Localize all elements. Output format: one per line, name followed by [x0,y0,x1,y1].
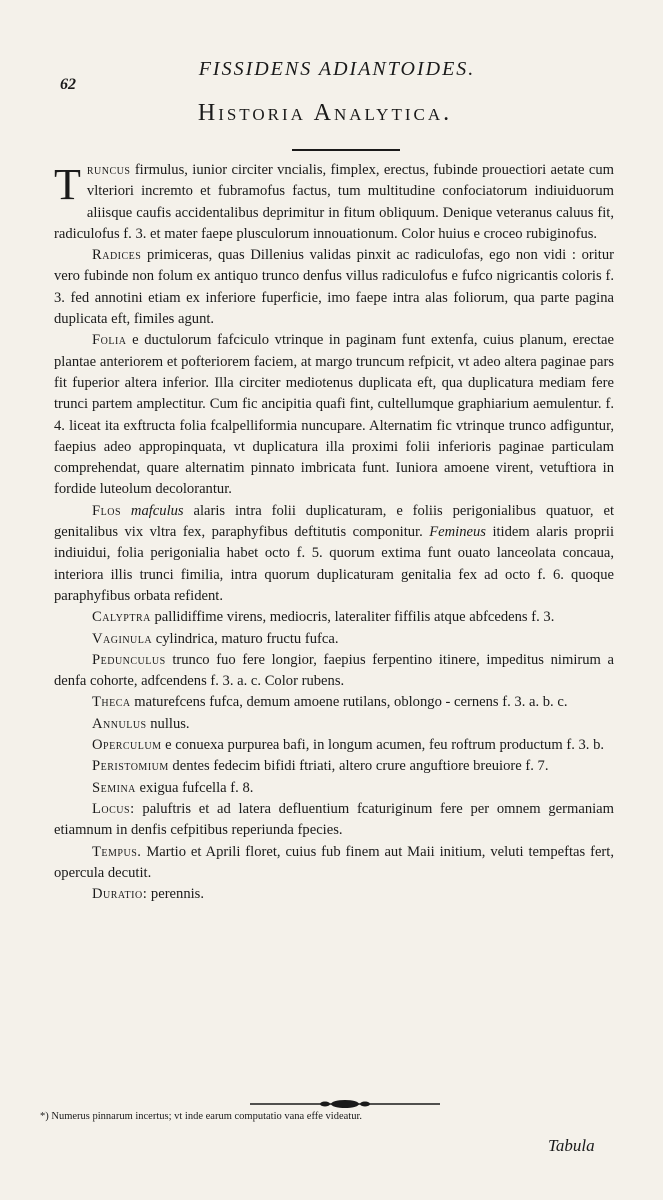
ornament-divider [250,1098,440,1110]
paragraph-truncus [54,160,614,245]
paragraph-pedunculus [54,650,614,693]
paragraph-text: maturefcens fufca, demum amoene rutilans, oblongo - cernens f. 3. a. b. c. [130,694,568,711]
paragraph-head: Theca [92,694,131,711]
page-number: 62 [60,76,76,93]
paragraph-text: nullus. [146,715,190,732]
paragraph-text: Martio et Aprili floret, cuius fub finem aut Maii initium, veluti tempeftas fert, opercula decutit. [54,843,614,881]
paragraph-head: Peristomium [92,758,169,775]
paragraph-head: Calyptra [92,609,151,626]
paragraph-head: Operculum [92,737,162,754]
footnote: *) Numerus pinnarum incertus; vt inde earum computatio vana effe videatur. [40,1111,362,1122]
paragraph-theca [54,692,614,713]
paragraph-head: Semina [92,779,136,796]
paragraph-peristomium [54,756,614,777]
paragraph-text: trunco fuo fere longior, faepius ferpentino itinere, impeditus nimirum a denfa cohorte, adfcendens f. 3. a. c. Color rubens. [54,651,614,690]
paragraph-head: Flos [92,502,122,519]
paragraph-annulus [54,714,614,735]
paragraph-text: cylindrica, maturo fructu fufca. [152,630,339,647]
paragraph-calyptra [54,607,614,628]
paragraph-text: dentes fedecim bifidi ftriati, altero crure anguftiore breuiore f. 7. [168,758,549,775]
paragraph-italic: Femineus [429,524,486,541]
paragraph-text: alaris intra folii duplicaturam, e foliis perigonialibus quatuor, et genitalibus vix vltra fex, paraphyfibus deftitutis componitur. [54,502,614,541]
paragraph-head: Locus: [92,800,135,817]
paragraph-folia [54,330,614,500]
paragraph-head: Folia [92,332,127,349]
paragraph-duratio [54,884,614,905]
paragraph-radices [54,245,614,330]
paragraph-head: Vaginula [92,630,153,647]
paragraph-italic: mafculus [130,502,184,519]
body-text [54,160,614,905]
paragraph-text: firmulus, iunior circiter vncialis, fimplex, erectus, fubinde prouectiori aetate cum vlteriori incremto et fubramofus factus, tum multitudine confociatorum indiuiduorum aliisque caufis accidentalibus deprimitur in fitum obliquum. Denique veteranus caluus fit, radiculofus f. 3. et mater faepe plusculorum innouationum. Color huius e croceo rubiginofus. [54,162,614,242]
paragraph-head: Annulus [92,715,147,732]
paragraph-flos [54,501,614,607]
paragraph-head: runcus [86,162,131,178]
title-rule [292,149,400,151]
paragraph-text: e ductulorum fafciculo vtrinque in paginam funt extenfa, cuius planum, erectae plantae anteriorem et pofteriorem faciem, at margo truncum refpicit, vt adeo altera paginae pars fit fuperior altera inferior. Illa circiter mediotenus duplicata eft, qua duplicatura mediam fere trunci partem amplectitur. Cum fic ancipitia quafi fint, cultellumque graphiarium aemulentur. f. 4. liceat ita exftructa folia fcalpelliformia nuncupare. Alternatim fic vtrinque trunco adfiguntur, faepius adeo appropinquata, vt duplicatura illa proximi folii inferioris paginae particulam comprehendat, quare alternatim pinnato imbricata funt. Iuniora amoene virent, vetuftiora in fordide luteolum decolorantur. [54,332,614,498]
paragraph-vaginula [54,629,614,650]
paragraph-locus [54,799,614,842]
paragraph-semina [54,778,614,799]
paragraph-text: itidem alaris proprii indiuidui, folia perigonialia habet octo f. 5. quorum extima funt ouato lanceolata concaua, interiora illis trunci fimilia, intra quorum duplicaturam genitalia fex ad octo f. 6. quoque paraphyfibus orbata refident. [54,524,614,604]
paragraph-text: perennis. [147,886,205,903]
paragraph-tempus [54,842,614,885]
paragraph-head: Radices [92,247,142,264]
drop-cap: T [54,160,81,209]
paragraph-text: paluftris et ad latera defluentium fcaturiginum fere per omnem germaniam etiamnum in denfis cefpitibus reperiunda fpecies. [54,800,614,839]
paragraph-text: e conuexa purpurea bafi, in longum acumen, feu roftrum productum f. 3. b. [161,737,605,754]
paragraph-text: pallidiffime virens, mediocris, lateraliter fiffilis atque abfcedens f. 3. [150,609,555,626]
paragraph-head: Pedunculus [92,651,166,668]
paragraph-head: Tempus. [92,843,142,860]
section-title: Historia Analytica. [197,100,453,126]
paragraph-text: exigua fufcella f. 8. [135,779,254,796]
paragraph-head: Duratio: [92,886,148,903]
catchword: Tabula [548,1136,595,1155]
paragraph-operculum [54,735,614,756]
paragraph-text: primiceras, quas Dillenius validas pinxit ac radiculofas, ego non vidi : oritur vero fubinde non folum ex antiquo trunco denfus villus radiculofus e fufco nigricantis coloris f. 3. fed annotini etiam ex inferiore fuperficie, imo faepe intra alas foliorum, qua parte pagina duplicata eft, fimiles agunt. [54,247,614,328]
running-head: FISSIDENS ADIANTOIDES. [198,58,476,80]
